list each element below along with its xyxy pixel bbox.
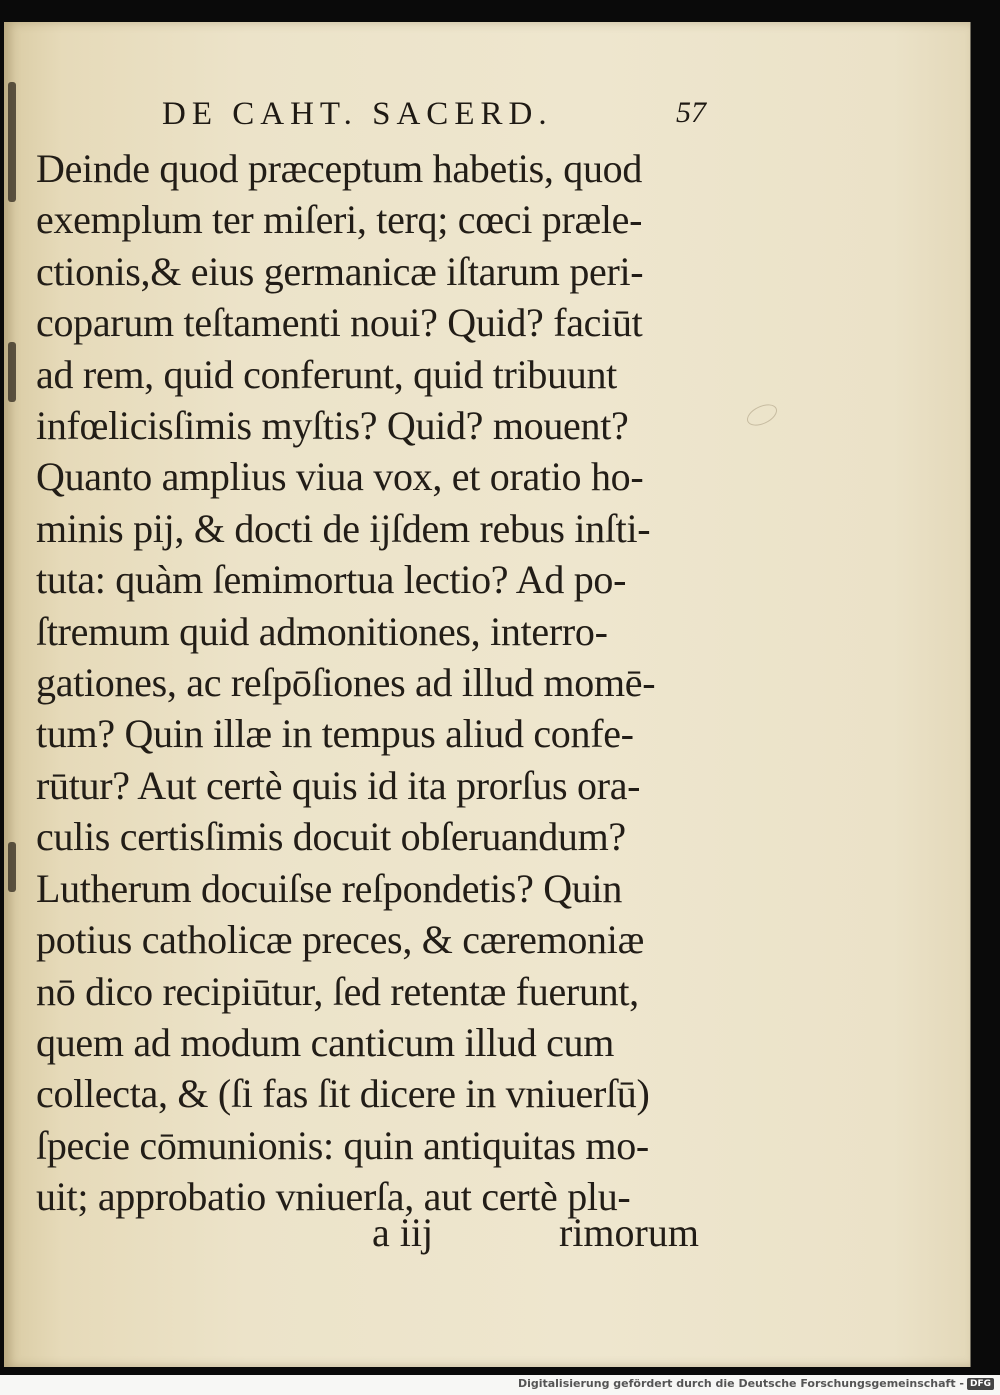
dfg-logo: DFG: [967, 1378, 994, 1390]
text-line: collecta, & (ſi fas ſit dicere in vniuerſū): [36, 1071, 650, 1117]
text-line: tuta: quàm ſemimortua lectio? Ad po-: [36, 557, 627, 603]
page-number: 57: [676, 96, 706, 129]
gutter-shadow: [8, 842, 16, 892]
text-line: ctionis,& eius germanicæ iſtarum peri-: [36, 248, 644, 294]
text-line: coparum teſtamenti noui? Quid? faciūt: [36, 300, 643, 346]
text-line: ad rem, quid conferunt, quid tribuunt: [36, 351, 617, 397]
text-line: exemplum ter miſeri, terq; cœci præle-: [36, 197, 643, 243]
text-line: Deinde quod præceptum habetis, quod: [36, 146, 643, 191]
gutter-shadow: [8, 342, 16, 402]
text-line: rūtur? Aut certè quis id ita prorſus ora-: [36, 762, 641, 808]
text-line: ſtremum quid admonitiones, interro-: [36, 608, 608, 654]
margin-annotation-mark: [744, 400, 781, 430]
text-line: tum? Quin illæ in tempus aliud confe-: [36, 711, 634, 757]
running-head: DE CAHT. SACERD.: [162, 96, 553, 132]
text-line: nō dico recipiūtur, ſed retentæ fuerunt,: [36, 968, 639, 1014]
catchword: rimorum: [559, 1210, 699, 1255]
text-line: quem ad modum canticum illud cum: [36, 1019, 615, 1065]
text-line: uit; approbatio vniuerſa, aut certè plu-: [36, 1174, 631, 1220]
text-line: gationes, ac reſpōſiones ad illud momē-: [36, 660, 656, 706]
text-line: Lutherum docuiſse reſpondetis? Quin: [36, 865, 623, 911]
signature-mark: a iij: [372, 1210, 434, 1255]
body-text: [36, 143, 726, 1223]
text-line: ſpecie cōmunionis: quin antiquitas mo-: [36, 1122, 649, 1168]
catchline: [4, 1209, 970, 1259]
text-line: potius catholicæ preces, & cæremoniæ: [36, 917, 644, 963]
text-line: culis certisſimis docuit obſeruandum?: [36, 814, 626, 860]
text-line: Quanto amplius viua vox, et oratio ho-: [36, 454, 644, 500]
gutter-shadow: [8, 82, 16, 202]
text-line: minis pij, & docti de ijſdem rebus inſti-: [36, 505, 651, 551]
footer-bar: [0, 1375, 1000, 1395]
funding-credit: Digitalisierung gefördert durch die Deutsche Forschungsgemeinschaft -: [517, 1377, 964, 1390]
book-page: [4, 22, 971, 1367]
text-line: infœlicisſimis myſtis? Quid? mouent?: [36, 403, 629, 449]
